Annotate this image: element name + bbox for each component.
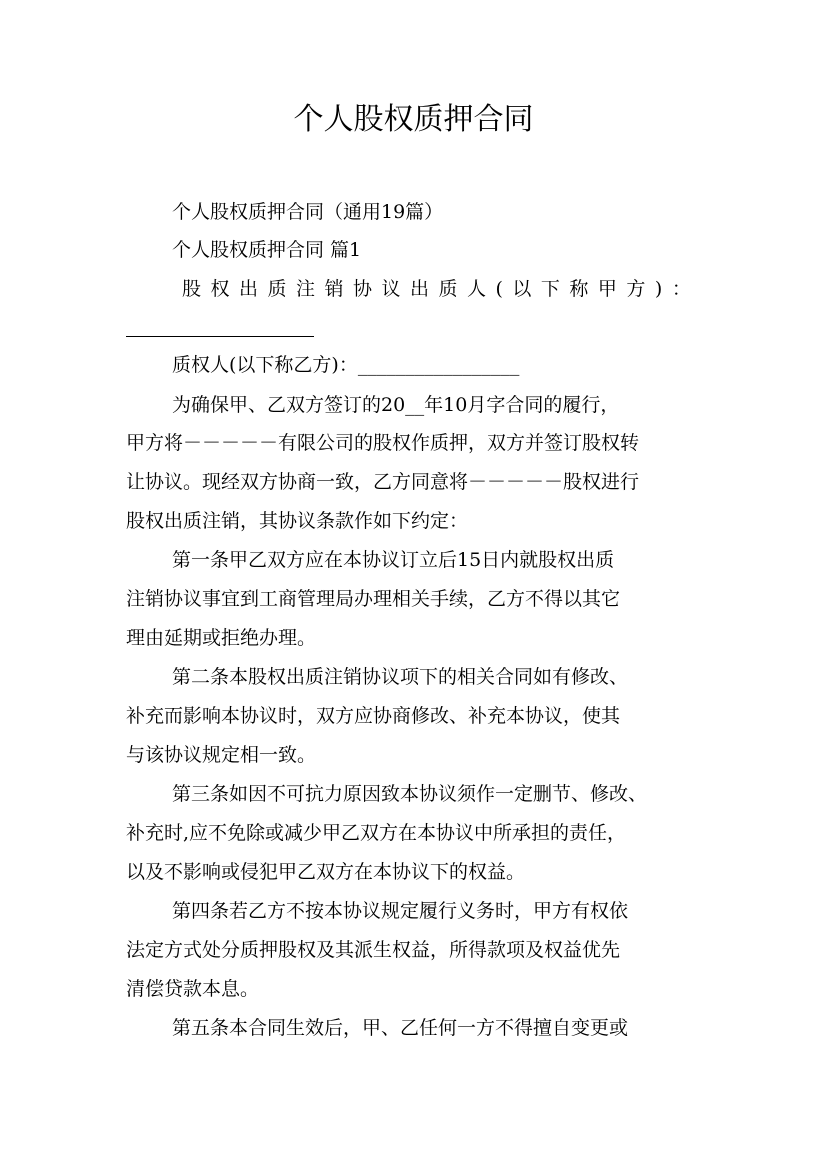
paragraph-line: 甲方将－－－－－有限公司的股权作质押，双方并签订股权转 — [126, 432, 640, 454]
paragraph-line: 股权出质注销协议出质人(以下称甲方)： — [182, 278, 701, 300]
paragraph-line: 第三条如因不可抗力原因致本协议须作一定删节、修改、 — [172, 783, 648, 805]
paragraph-line: 让协议。现经双方协商一致，乙方同意将－－－－－股权进行 — [126, 471, 640, 493]
paragraph-line: 理由延期或拒绝办理。 — [126, 627, 317, 649]
document-title: 个人股权质押合同 — [293, 102, 534, 137]
document-subtitle: 个人股权质押合同（通用19篇） — [172, 201, 444, 223]
paragraph-line: 第四条若乙方不按本协议规定履行义务时，甲方有权依 — [172, 900, 629, 922]
paragraph-line: 质权人(以下称乙方)：_________________ — [172, 354, 520, 376]
paragraph-line: 以及不影响或侵犯甲乙双方在本协议下的权益。 — [126, 861, 526, 883]
blank-underline — [126, 336, 314, 337]
paragraph-line: 第一条甲乙双方应在本协议订立后15日内就股权出质 — [172, 549, 615, 571]
paragraph-line: 补充而影响本协议时，双方应协商修改、补充本协议，使其 — [126, 705, 621, 727]
paragraph-line: 第五条本合同生效后，甲、乙任何一方不得擅自变更或 — [172, 1017, 629, 1039]
paragraph-line: 补充时,应不免除或减少甲乙双方在本协议中所承担的责任， — [126, 822, 627, 844]
paragraph-line: 法定方式处分质押股权及其派生权益，所得款项及权益优先 — [126, 939, 621, 961]
paragraph-line: 与该协议规定相一致。 — [126, 744, 317, 766]
paragraph-line: 注销协议事宜到工商管理局办理相关手续，乙方不得以其它 — [126, 588, 621, 610]
section-heading: 个人股权质押合同 篇1 — [172, 239, 362, 261]
paragraph-line: 第二条本股权出质注销协议项下的相关合同如有修改、 — [172, 666, 629, 688]
paragraph-line: 为确保甲、乙双方签订的20__年10月字合同的履行， — [172, 394, 620, 416]
paragraph-line: 清偿贷款本息。 — [126, 978, 260, 1000]
paragraph-line: 股权出质注销，其协议条款作如下约定： — [126, 510, 469, 532]
